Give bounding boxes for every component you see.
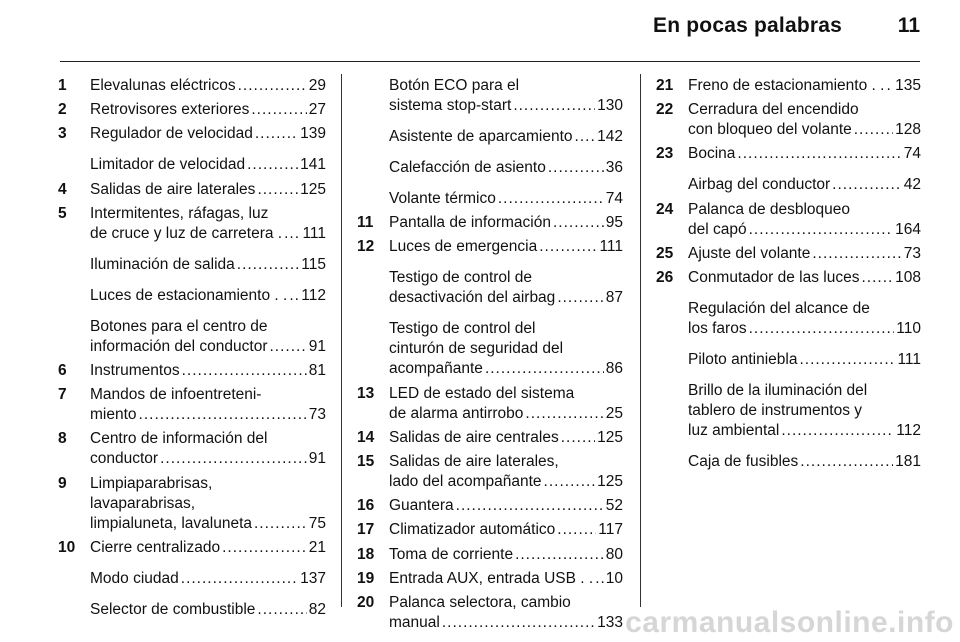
entry-text: Selector de combustible: [90, 600, 256, 618]
entry-text: Salidas de aire centrales: [389, 428, 559, 446]
entry-page-number: 111: [897, 350, 921, 368]
entry-text: Limpiaparabrisas,: [90, 474, 213, 492]
entry-page-number: 133: [597, 613, 623, 631]
entry-text: con bloqueo del volante: [688, 121, 852, 139]
dot-leader: [557, 288, 603, 308]
entry-page-number: 164: [895, 220, 921, 238]
entry-text: Instrumentos: [90, 361, 180, 379]
entry-text: luz ambiental: [688, 421, 780, 439]
entry-page-number: 128: [895, 121, 921, 139]
index-entry: [58, 429, 326, 469]
entry-page-number: 137: [300, 569, 326, 587]
entry-number: 13: [357, 384, 375, 402]
entry-page-number: 81: [308, 361, 326, 379]
dot-leader: [251, 100, 306, 120]
index-entry: [58, 474, 326, 534]
entry-number: 10: [58, 538, 76, 556]
entry-text: Asistente de aparcamiento: [389, 128, 573, 145]
column-divider: [640, 74, 641, 607]
entry-page-number: 125: [597, 472, 623, 490]
dot-leader: [812, 244, 901, 264]
index-entry: [357, 319, 623, 379]
entry-text: Caja de fusibles: [688, 452, 799, 470]
index-entry: [58, 385, 326, 425]
dot-leader: [254, 514, 307, 534]
entry-text: Bocina: [688, 145, 736, 163]
entry-text: Piloto antiniebla: [688, 350, 798, 368]
index-entry: [656, 76, 921, 96]
entry-text: Testigo de control de: [389, 269, 533, 287]
entry-number: 15: [357, 452, 375, 470]
entry-text: Limitador de velocidad: [90, 156, 246, 174]
header-rule: [60, 61, 920, 62]
dot-leader: [289, 286, 299, 306]
entry-number: 21: [656, 77, 674, 94]
entry-text: Conmutador de las luces: [688, 268, 860, 286]
entry-text: Pantalla de información: [389, 214, 551, 232]
index-entry: [357, 213, 623, 233]
entry-number: 5: [58, 204, 67, 222]
index-entry: [58, 124, 326, 144]
entry-number: 23: [656, 145, 674, 163]
dot-leader: [515, 545, 604, 565]
entry-text: Luces de emergencia: [389, 238, 538, 256]
dot-leader: [247, 155, 298, 175]
entry-text: Regulador de velocidad: [90, 125, 253, 143]
dot-leader: [237, 255, 300, 275]
dot-leader: [749, 220, 894, 240]
index-entry: [357, 569, 623, 589]
index-entry: [357, 76, 623, 116]
index-entry: [656, 268, 921, 288]
entry-page-number: 82: [308, 600, 326, 618]
index-entry: [656, 350, 921, 370]
entry-text: del capó: [688, 220, 747, 238]
index-entry: [58, 76, 326, 96]
index-entry: [656, 100, 921, 140]
entry-number: 26: [656, 268, 674, 286]
index-entry: [58, 255, 326, 275]
entry-page-number: 117: [598, 521, 623, 539]
entry-page-number: 74: [903, 145, 921, 163]
entry-page-number: 142: [597, 128, 623, 145]
dot-leader: [257, 600, 306, 620]
entry-page-number: 52: [605, 497, 623, 515]
entry-text: sistema stop-start: [389, 97, 512, 114]
entry-text: lavaparabrisas,: [90, 494, 196, 512]
entry-page-number: 27: [308, 101, 326, 119]
entry-page-number: 80: [605, 545, 623, 563]
watermark-text: carmanualsonline.info: [625, 606, 954, 639]
index-entry: [656, 299, 921, 339]
index-entry: [357, 452, 623, 492]
dot-leader: [553, 213, 604, 233]
entry-page-number: 111: [599, 238, 623, 256]
dot-leader: [498, 189, 604, 209]
entry-text: Salidas de aire laterales,: [389, 452, 559, 470]
entry-text: Regulación del alcance de: [688, 299, 870, 317]
entry-page-number: 181: [895, 452, 921, 470]
entry-text: acompañante: [389, 360, 483, 378]
entry-text: LED de estado del sistema: [389, 384, 575, 402]
page-title: En pocas palabras: [653, 14, 842, 37]
dot-leader: [781, 421, 894, 441]
dot-leader: [886, 76, 893, 96]
index-entry: [357, 593, 623, 633]
entry-number: 12: [357, 238, 375, 256]
entry-text: Luces de estacionamiento . .: [90, 286, 288, 304]
entry-text: Centro de información del: [90, 430, 268, 448]
entry-text: limpialuneta, lavaluneta: [90, 514, 252, 532]
entry-text: tablero de instrumentos y: [688, 401, 863, 419]
index-entry: [58, 538, 326, 558]
dot-leader: [160, 449, 307, 469]
page-header: [0, 0, 960, 56]
dot-leader: [749, 319, 895, 339]
dot-leader: [182, 361, 307, 381]
index-entry: [656, 175, 921, 195]
entry-page-number: 139: [300, 125, 326, 143]
entry-number: 3: [58, 125, 67, 143]
dot-leader: [139, 405, 307, 425]
index-entry: [656, 144, 921, 164]
dot-leader: [442, 613, 595, 633]
dot-leader: [284, 224, 300, 244]
entry-text: Brillo de la iluminación del: [688, 381, 868, 399]
entry-page-number: 141: [300, 156, 326, 174]
entry-page-number: 87: [605, 289, 623, 307]
entry-text: Retrovisores exteriores: [90, 101, 250, 119]
entry-number: 19: [357, 569, 375, 587]
entry-text: Cierre centralizado: [90, 538, 221, 556]
entry-number: 17: [357, 521, 375, 539]
entry-text: manual: [389, 613, 440, 631]
entry-number: 25: [656, 244, 674, 262]
entry-text: de alarma antirrobo: [389, 404, 524, 422]
entry-page-number: 74: [605, 190, 623, 207]
entry-text: Climatizador automático: [389, 521, 556, 539]
entry-text: información del conductor: [90, 337, 268, 355]
dot-leader: [513, 96, 595, 116]
entry-number: 24: [656, 200, 674, 218]
entry-page-number: 21: [308, 538, 326, 556]
entry-text: Toma de corriente: [389, 545, 514, 563]
dot-leader: [238, 76, 307, 96]
index-entry: [656, 452, 921, 472]
column-divider: [341, 74, 342, 607]
dot-leader: [222, 538, 307, 558]
index-entry: [357, 237, 623, 257]
entry-page-number: 112: [301, 286, 326, 304]
dot-leader: [181, 569, 298, 589]
entry-page-number: 130: [597, 97, 623, 114]
index-entry: [357, 268, 623, 308]
index-entry: [656, 200, 921, 240]
index-entry: [357, 520, 623, 540]
entry-page-number: 91: [308, 450, 326, 468]
entry-number: 6: [58, 361, 67, 379]
entry-page-number: 86: [605, 360, 623, 378]
dot-leader: [548, 158, 604, 178]
index-entry: [58, 569, 326, 589]
dot-leader: [525, 404, 603, 424]
entry-text: Palanca de desbloqueo: [688, 200, 851, 218]
index-entry: [58, 286, 326, 306]
dot-leader: [561, 428, 595, 448]
index-column-1: [58, 76, 326, 624]
entry-page-number: 25: [605, 404, 623, 422]
index-entry: [58, 180, 326, 200]
entry-text: Iluminación de salida: [90, 255, 235, 273]
entry-number: 9: [58, 474, 67, 492]
dot-leader: [456, 496, 604, 516]
entry-text: Elevalunas eléctricos: [90, 77, 236, 94]
entry-text: los faros: [688, 319, 747, 337]
entry-text: Calefacción de asiento: [389, 159, 546, 176]
dot-leader: [800, 452, 893, 472]
entry-number: 18: [357, 545, 375, 563]
entry-text: Mandos de infoentreteni-: [90, 386, 262, 404]
entry-text: Botón ECO para el: [389, 77, 520, 94]
entry-page-number: 108: [895, 268, 921, 286]
index-entry: [58, 317, 326, 357]
entry-number: 2: [58, 101, 67, 119]
index-entry: [357, 127, 623, 147]
entry-page-number: 125: [300, 180, 326, 198]
dot-leader: [257, 180, 298, 200]
index-entry: [357, 545, 623, 565]
index-entry: [58, 100, 326, 120]
entry-text: Volante térmico: [389, 190, 496, 207]
dot-leader: [557, 520, 596, 540]
dot-leader: [255, 124, 298, 144]
entry-number: 4: [58, 180, 67, 198]
entry-page-number: 125: [597, 428, 623, 446]
entry-text: lado del acompañante: [389, 472, 542, 490]
entry-number: 14: [357, 428, 375, 446]
index-entry: [357, 189, 623, 209]
dot-leader: [861, 268, 893, 288]
entry-text: conductor: [90, 450, 159, 468]
dot-leader: [595, 569, 604, 589]
entry-text: Modo ciudad: [90, 569, 179, 587]
dot-leader: [832, 175, 902, 195]
index-entry: [357, 158, 623, 178]
dot-leader: [575, 127, 596, 147]
entry-text: Cerradura del encendido: [688, 101, 859, 119]
entry-number: 11: [357, 214, 374, 232]
index-column-3: [656, 76, 921, 476]
entry-page-number: 91: [308, 337, 326, 355]
entry-text: Ajuste del volante: [688, 244, 811, 262]
entry-page-number: 73: [903, 244, 921, 262]
entry-text: desactivación del airbag: [389, 289, 556, 307]
entry-page-number: 135: [895, 77, 921, 94]
index-entry: [58, 204, 326, 244]
page-number: 11: [897, 14, 920, 37]
entry-number: 7: [58, 386, 67, 404]
entry-page-number: 10: [605, 569, 623, 587]
index-entry: [357, 496, 623, 516]
entry-page-number: 73: [308, 406, 326, 424]
entry-page-number: 112: [896, 421, 921, 439]
dot-leader: [485, 359, 604, 379]
index-entry: [357, 428, 623, 448]
dot-leader: [799, 350, 895, 370]
index-entry: [58, 600, 326, 620]
entry-text: miento: [90, 406, 137, 424]
index-column-2: [357, 76, 623, 637]
index-entry: [58, 155, 326, 175]
entry-page-number: 95: [605, 214, 623, 232]
entry-number: 1: [58, 77, 67, 94]
entry-text: Testigo de control del: [389, 320, 536, 338]
entry-text: Guantera: [389, 497, 454, 515]
entry-page-number: 36: [605, 159, 623, 176]
entry-text: cinturón de seguridad del: [389, 340, 564, 358]
dot-leader: [854, 120, 893, 140]
entry-number: 16: [357, 497, 375, 515]
index-entry: [656, 381, 921, 441]
index-entry: [357, 384, 623, 424]
entry-page-number: 75: [308, 514, 326, 532]
entry-text: Salidas de aire laterales: [90, 180, 256, 198]
entry-number: 22: [656, 101, 674, 119]
entry-text: Freno de estacionamiento . .: [688, 77, 885, 94]
entry-number: 8: [58, 430, 67, 448]
entry-page-number: 42: [903, 176, 921, 194]
entry-text: de cruce y luz de carretera .: [90, 224, 283, 242]
entry-text: Intermitentes, ráfagas, luz: [90, 204, 269, 222]
entry-text: Palanca selectora, cambio: [389, 593, 571, 611]
entry-page-number: 111: [302, 224, 326, 242]
index-entry: [656, 244, 921, 264]
entry-page-number: 115: [301, 255, 326, 273]
dot-leader: [737, 144, 901, 164]
entry-text: Entrada AUX, entrada USB . .: [389, 569, 594, 587]
entry-text: Botones para el centro de: [90, 317, 268, 335]
entry-number: 20: [357, 593, 375, 611]
dot-leader: [270, 337, 307, 357]
dot-leader: [544, 472, 596, 492]
entry-text: Airbag del conductor: [688, 176, 831, 194]
entry-page-number: 110: [896, 319, 921, 337]
index-entry: [58, 361, 326, 381]
dot-leader: [539, 237, 597, 257]
entry-page-number: 29: [308, 77, 326, 94]
